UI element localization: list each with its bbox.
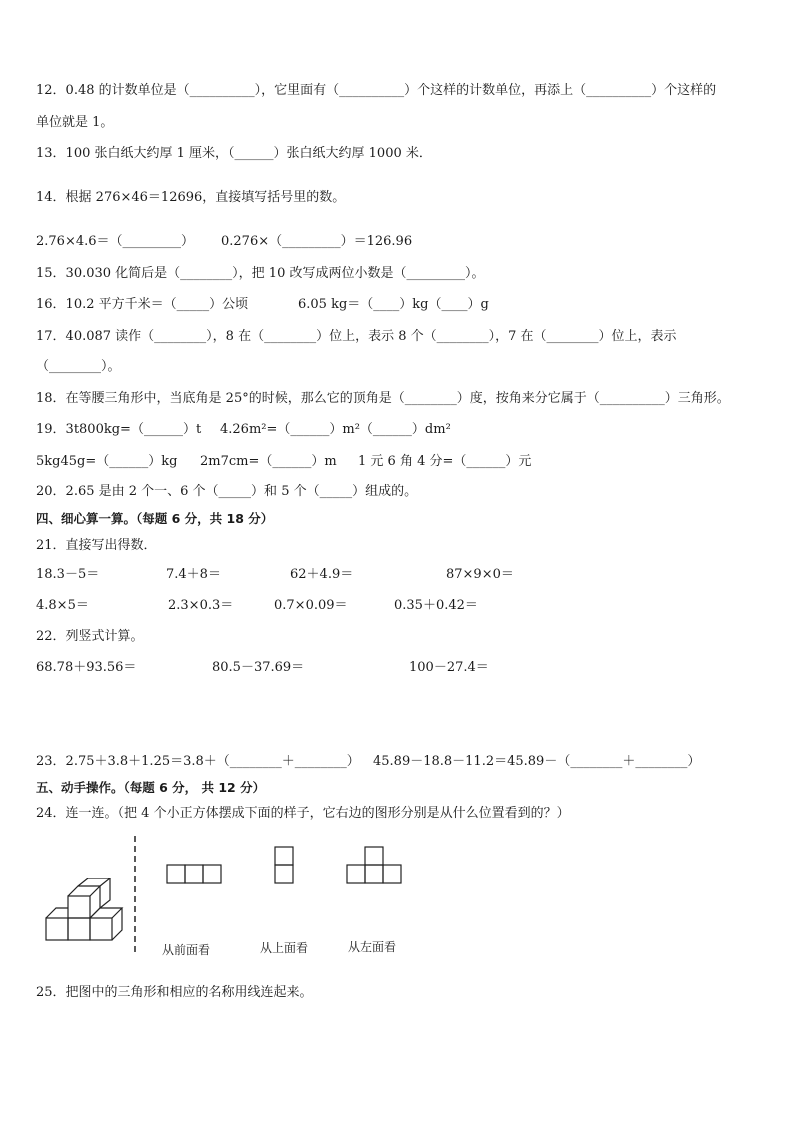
q14-a: 2.76×4.6＝（_________） <box>36 234 195 249</box>
q22-item-2: 80.5－37.69＝ <box>212 660 305 675</box>
q14-stem: 14．根据 276×46＝12696，直接填写括号里的数。 <box>36 190 346 205</box>
q24-stem: 24．连一连。（把 4 个小正方体摆成下面的样子，它右边的图形分别是从什么位置看到的？） <box>36 806 570 821</box>
q18: 18．在等腰三角形中，当底角是 25°的时候，那么它的顶角是（________）度，按角来分它属于（__________）三角形。 <box>36 391 730 406</box>
q21-r1-c1: 18.3－5＝ <box>36 567 100 582</box>
view-front-figure <box>166 864 222 886</box>
label-top-view: 从上面看 <box>260 941 309 955</box>
q21-r1-c3: 62＋4.9＝ <box>290 567 354 582</box>
q19-a: 19．3t800kg=（______）t <box>36 422 202 437</box>
cube-stack-figure <box>40 878 130 946</box>
q25: 25．把图中的三角形和相应的名称用线连起来。 <box>36 985 313 1000</box>
q20: 20．2.65 是由 2 个一、6 个（_____）和 5 个（_____）组成的。 <box>36 484 418 499</box>
view-left-figure <box>346 846 402 886</box>
q12-line2: 单位就是 1。 <box>36 115 114 130</box>
label-left-view: 从左面看 <box>348 940 397 954</box>
q21-r2-c1: 4.8×5＝ <box>36 598 89 613</box>
q19-c: 5kg45g=（______）kg <box>36 454 178 469</box>
q19-b: 4.26m²=（______）m²（______）dm² <box>220 422 451 437</box>
q22-item-3: 100－27.4＝ <box>409 660 489 675</box>
q21-r1-c2: 7.4＋8＝ <box>166 567 221 582</box>
q21-r2-c2: 2.3×0.3＝ <box>168 598 234 613</box>
q22-item-1: 68.78＋93.56＝ <box>36 660 137 675</box>
q21-stem: 21．直接写出得数． <box>36 538 157 553</box>
q23-a: 23．2.75＋3.8＋1.25＝3.8＋（________＋________） <box>36 754 360 769</box>
q13: 13．100 张白纸大约厚 1 厘米，（______）张白纸大约厚 1000 米． <box>36 146 432 161</box>
q12-line1: 12．0.48 的计数单位是（__________），它里面有（__________）个这样的计数单位，再添上（__________）个这样的 <box>36 83 717 98</box>
q19-d: 2m7cm=（______）m <box>200 454 337 469</box>
q21-r2-c3: 0.7×0.09＝ <box>274 598 348 613</box>
q15: 15．30.030 化简后是（________），把 10 改写成两位小数是（_________）。 <box>36 266 485 281</box>
q17-line2: （________）。 <box>36 359 121 374</box>
q21-r1-c4: 87×9×0＝ <box>446 567 514 582</box>
q14-b: 0.276×（_________）＝126.96 <box>221 234 413 249</box>
view-top-figure <box>274 846 296 886</box>
section-4-heading: 四、细心算一算。（每题 6 分，共 18 分） <box>36 511 274 526</box>
q16-b: 6.05 kg＝（____）kg（____）g <box>298 297 489 312</box>
q17-line1: 17．40.087 读作（________），8 在（________）位上，表示 8 个（________），7 在（________）位上，表示 <box>36 329 677 344</box>
label-front-view: 从前面看 <box>162 943 211 957</box>
q22-stem: 22．列竖式计算。 <box>36 629 144 644</box>
section-5-heading: 五、动手操作。（每题 6 分， 共 12 分） <box>36 780 266 795</box>
dashed-divider <box>132 836 138 954</box>
q21-r2-c4: 0.35＋0.42＝ <box>394 598 478 613</box>
q23-b: 45.89－18.8－11.2＝45.89－（________＋________） <box>373 754 701 769</box>
q19-e: 1 元 6 角 4 分=（______）元 <box>358 454 532 469</box>
q16-a: 16．10.2 平方千米＝（_____）公顷 <box>36 297 249 312</box>
